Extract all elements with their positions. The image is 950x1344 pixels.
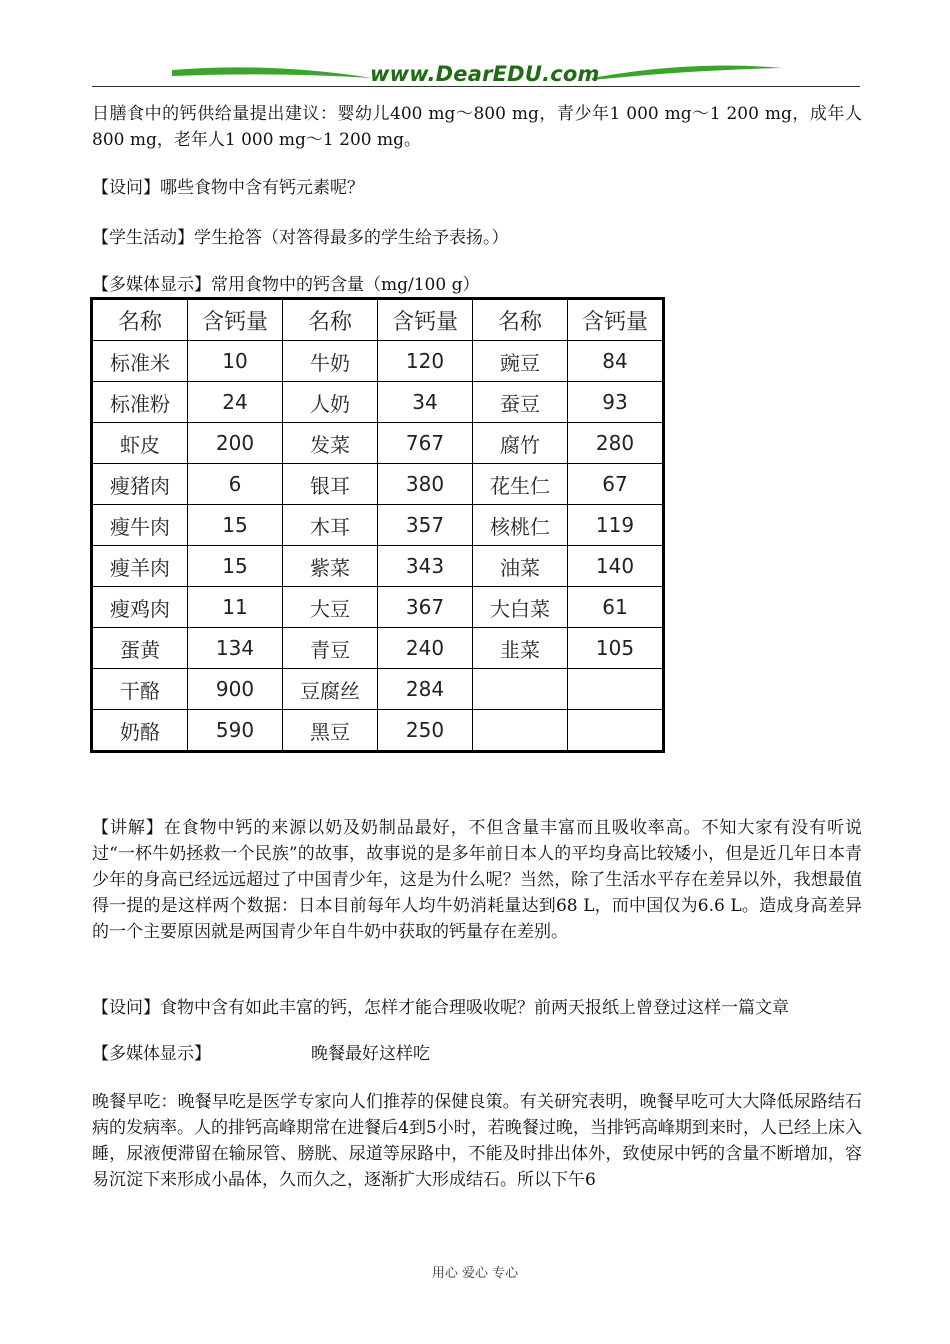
table-cell: 大白菜	[473, 587, 568, 628]
table-cell: 590	[188, 710, 283, 752]
intro-paragraph: 日膳食中的钙供给量提出建议：婴幼儿400 mg～800 mg，青少年1 000 mg～1 200 mg，成年人800 mg，老年人1 000 mg～1 200 mg。	[92, 104, 862, 150]
header-cell: 含钙量	[568, 299, 664, 341]
table-row	[92, 669, 664, 710]
page-footer: 用心 爱心 专心	[431, 1266, 519, 1281]
table-cell: 青豆	[283, 628, 378, 669]
media-display-1: 【多媒体显示】常用食物中的钙含量（mg/100 g）	[92, 275, 480, 295]
table-cell: 瘦羊肉	[92, 546, 188, 587]
table-cell: 84	[568, 341, 664, 382]
table-cell: 发菜	[283, 423, 378, 464]
table-cell: 15	[188, 546, 283, 587]
table-cell: 200	[188, 423, 283, 464]
header-cell: 名称	[92, 299, 188, 341]
table-cell: 豆腐丝	[283, 669, 378, 710]
question-2: 【设问】食物中含有如此丰富的钙，怎样才能合理吸收呢？前两天报纸上曾登过这样一篇文章	[92, 998, 789, 1018]
table-row	[92, 382, 664, 423]
table-cell: 280	[568, 423, 664, 464]
table-cell: 瘦猪肉	[92, 464, 188, 505]
table-cell: 24	[188, 382, 283, 423]
table-cell: 240	[378, 628, 473, 669]
table-cell: 134	[188, 628, 283, 669]
table-cell: 人奶	[283, 382, 378, 423]
table-cell: 标准米	[92, 341, 188, 382]
table-cell: 豌豆	[473, 341, 568, 382]
media-display-2-title: 晚餐最好这样吃	[311, 1044, 430, 1064]
table-cell: 367	[378, 587, 473, 628]
table-cell: 花生仁	[473, 464, 568, 505]
calcium-content-table	[90, 297, 665, 753]
header-cell: 名称	[473, 299, 568, 341]
table-cell: 标准粉	[92, 382, 188, 423]
table-cell: 343	[378, 546, 473, 587]
table-row	[92, 505, 664, 546]
table-cell: 奶酪	[92, 710, 188, 752]
table-cell	[568, 710, 664, 752]
table-cell: 250	[378, 710, 473, 752]
table-cell: 93	[568, 382, 664, 423]
table-cell	[473, 669, 568, 710]
table-cell: 黑豆	[283, 710, 378, 752]
table-cell: 120	[378, 341, 473, 382]
table-cell: 干酪	[92, 669, 188, 710]
table-cell: 105	[568, 628, 664, 669]
table-row	[92, 587, 664, 628]
table-cell: 119	[568, 505, 664, 546]
table-cell: 大豆	[283, 587, 378, 628]
table-cell	[473, 710, 568, 752]
media-display-2-label: 【多媒体显示】	[92, 1044, 211, 1064]
table-cell: 10	[188, 341, 283, 382]
table-cell: 牛奶	[283, 341, 378, 382]
explanation-paragraph: 【讲解】在食物中钙的来源以奶及奶制品最好，不但含量丰富而且吸收率高。不知大家有没有听说过“一杯牛奶拯救一个民族”的故事，故事说的是多年前日本人的平均身高比较矮小，但是近几年日本青少年的身高已经远远超过了中国青少年，这是为什么呢？当然，除了生活水平存在差异以外，我想最值得一提的是这样两个数据：日本目前每年人均牛奶消耗量达到68 L，而中国仅为6.6 L。造成身高差异的一个主要原因就是两国青少年自牛奶中获取的钙量存在差别。	[92, 818, 862, 942]
table-row	[92, 341, 664, 382]
table-cell: 银耳	[283, 464, 378, 505]
table-cell: 腐竹	[473, 423, 568, 464]
table-row	[92, 710, 664, 752]
header-cell: 名称	[283, 299, 378, 341]
table-cell: 11	[188, 587, 283, 628]
table-row	[92, 464, 664, 505]
table-cell: 61	[568, 587, 664, 628]
table-cell: 油菜	[473, 546, 568, 587]
question-1: 【设问】哪些食物中含有钙元素呢？	[92, 178, 364, 198]
header-cell: 含钙量	[378, 299, 473, 341]
table-cell: 紫菜	[283, 546, 378, 587]
header-divider	[92, 86, 860, 87]
table-cell: 767	[378, 423, 473, 464]
student-activity: 【学生活动】学生抢答（对答得最多的学生给予表扬。）	[92, 228, 509, 248]
table-cell: 核桃仁	[473, 505, 568, 546]
dinner-paragraph: 晚餐早吃：晚餐早吃是医学专家向人们推荐的保健良策。有关研究表明，晚餐早吃可大大降低尿路结石病的发病率。人的排钙高峰期常在进餐后4到5小时，若晚餐过晚，当排钙高峰期到来时，人已经上床入睡，尿液便滞留在输尿管、膀胱、尿道等尿路中，不能及时排出体外，致使尿中钙的含量不断增加，容易沉淀下来形成小晶体，久而久之，逐渐扩大形成结石。所以下午6	[92, 1092, 862, 1190]
table-cell: 虾皮	[92, 423, 188, 464]
table-row	[92, 423, 664, 464]
table-cell: 67	[568, 464, 664, 505]
table-cell: 34	[378, 382, 473, 423]
table-cell: 140	[568, 546, 664, 587]
table-cell: 韭菜	[473, 628, 568, 669]
table-cell: 284	[378, 669, 473, 710]
table-cell: 357	[378, 505, 473, 546]
table-cell: 木耳	[283, 505, 378, 546]
table-cell: 15	[188, 505, 283, 546]
site-name: www.DearEDU.com	[370, 62, 600, 86]
header-cell: 含钙量	[188, 299, 283, 341]
table-cell: 蚕豆	[473, 382, 568, 423]
table-cell	[568, 669, 664, 710]
table-cell: 900	[188, 669, 283, 710]
table-cell: 瘦鸡肉	[92, 587, 188, 628]
table-cell: 380	[378, 464, 473, 505]
table-row	[92, 546, 664, 587]
table-header-row	[92, 299, 664, 341]
table-cell: 蛋黄	[92, 628, 188, 669]
table-cell: 瘦牛肉	[92, 505, 188, 546]
table-row	[92, 628, 664, 669]
table-cell: 6	[188, 464, 283, 505]
